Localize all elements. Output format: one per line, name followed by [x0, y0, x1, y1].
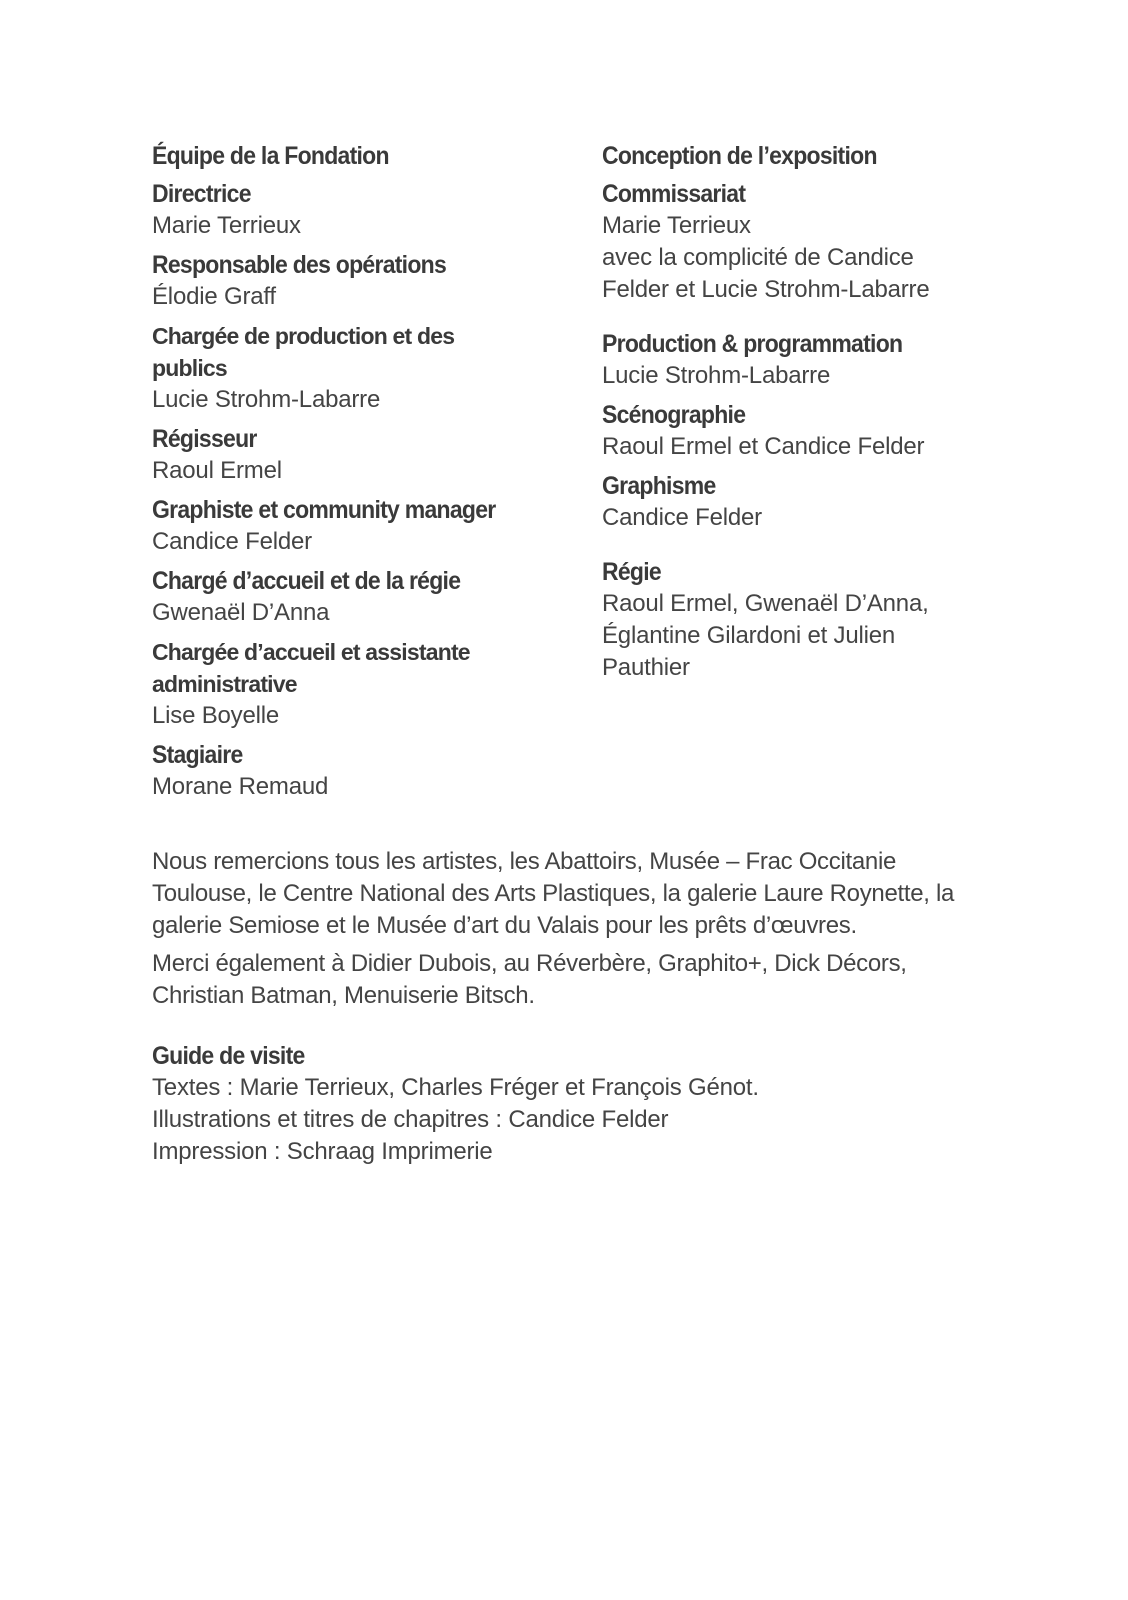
role-title: Chargée d’accueil et assistante administrative — [152, 639, 470, 697]
role-name: Felder et Lucie Strohm-Labarre — [602, 276, 930, 303]
role-title: Stagiaire — [152, 741, 243, 769]
role-block — [602, 328, 992, 392]
credits-columns — [152, 140, 992, 810]
role-name: Raoul Ermel — [152, 457, 282, 484]
role-name: Morane Remaud — [152, 773, 329, 800]
role-block — [602, 178, 992, 306]
role-name: Marie Terrieux — [152, 212, 301, 239]
acknowledgements — [152, 846, 982, 1012]
role-name: Lise Boyelle — [152, 702, 280, 729]
role-title: Responsable des opérations — [152, 251, 447, 279]
role-block — [602, 399, 992, 463]
role-title: Chargé d’accueil et de la régie — [152, 567, 461, 595]
role-title: Régie — [602, 558, 661, 586]
exhibition-design-column — [602, 140, 992, 810]
role-name: Lucie Strohm-Labarre — [152, 386, 381, 413]
role-block — [602, 556, 992, 684]
thanks-paragraph: Nous remercions tous les artistes, les Abattoirs, Musée – Frac Occitanie Toulouse, le Centre National des Arts Plastiques, la galerie Laure Roynette, la galerie Semiose et le Musée d’art du Valais pour les prêts d’œuvres. — [152, 848, 955, 939]
role-name: Élodie Graff — [152, 283, 276, 310]
role-block — [152, 249, 602, 313]
visit-guide-title: Guide de visite — [152, 1042, 305, 1070]
role-block — [152, 636, 602, 732]
role-name: Pauthier — [602, 654, 690, 681]
role-name: Gwenaël D’Anna — [152, 599, 330, 626]
role-name: Lucie Strohm-Labarre — [602, 362, 831, 389]
credits-page — [152, 140, 992, 1168]
visit-guide-credits — [152, 1040, 992, 1168]
role-title: Scénographie — [602, 401, 746, 429]
role-title: Graphiste et community manager — [152, 496, 496, 524]
role-title: Chargée de production et des publics — [152, 323, 455, 381]
guide-line: Textes : Marie Terrieux, Charles Fréger et François Génot. — [152, 1074, 759, 1101]
foundation-team-title: Équipe de la Fondation — [152, 142, 389, 170]
foundation-team-column — [152, 140, 602, 810]
role-title: Production & programmation — [602, 330, 903, 358]
role-block — [152, 565, 602, 629]
thanks-paragraph: Merci également à Didier Dubois, au Réverbère, Graphito+, Dick Décors, Christian Batman, Menuiserie Bitsch. — [152, 950, 907, 1009]
role-block — [152, 739, 602, 803]
role-title: Directrice — [152, 180, 251, 208]
role-name: Marie Terrieux — [602, 212, 751, 239]
role-title: Graphisme — [602, 472, 716, 500]
guide-line: Impression : Schraag Imprimerie — [152, 1138, 493, 1165]
role-block — [152, 494, 602, 558]
role-name: Églantine Gilardoni et Julien — [602, 622, 896, 649]
role-title: Régisseur — [152, 425, 257, 453]
role-name: avec la complicité de Candice — [602, 244, 914, 271]
role-name: Raoul Ermel et Candice Felder — [602, 433, 925, 460]
role-block — [152, 178, 602, 242]
role-name: Candice Felder — [602, 504, 762, 531]
role-name: Raoul Ermel, Gwenaël D’Anna, — [602, 590, 929, 617]
role-name: Candice Felder — [152, 528, 312, 555]
role-block — [152, 320, 602, 416]
role-block — [602, 470, 992, 534]
exhibition-design-title: Conception de l’exposition — [602, 142, 877, 170]
role-block — [152, 423, 602, 487]
guide-line: Illustrations et titres de chapitres : Candice Felder — [152, 1106, 669, 1133]
role-title: Commissariat — [602, 180, 746, 208]
